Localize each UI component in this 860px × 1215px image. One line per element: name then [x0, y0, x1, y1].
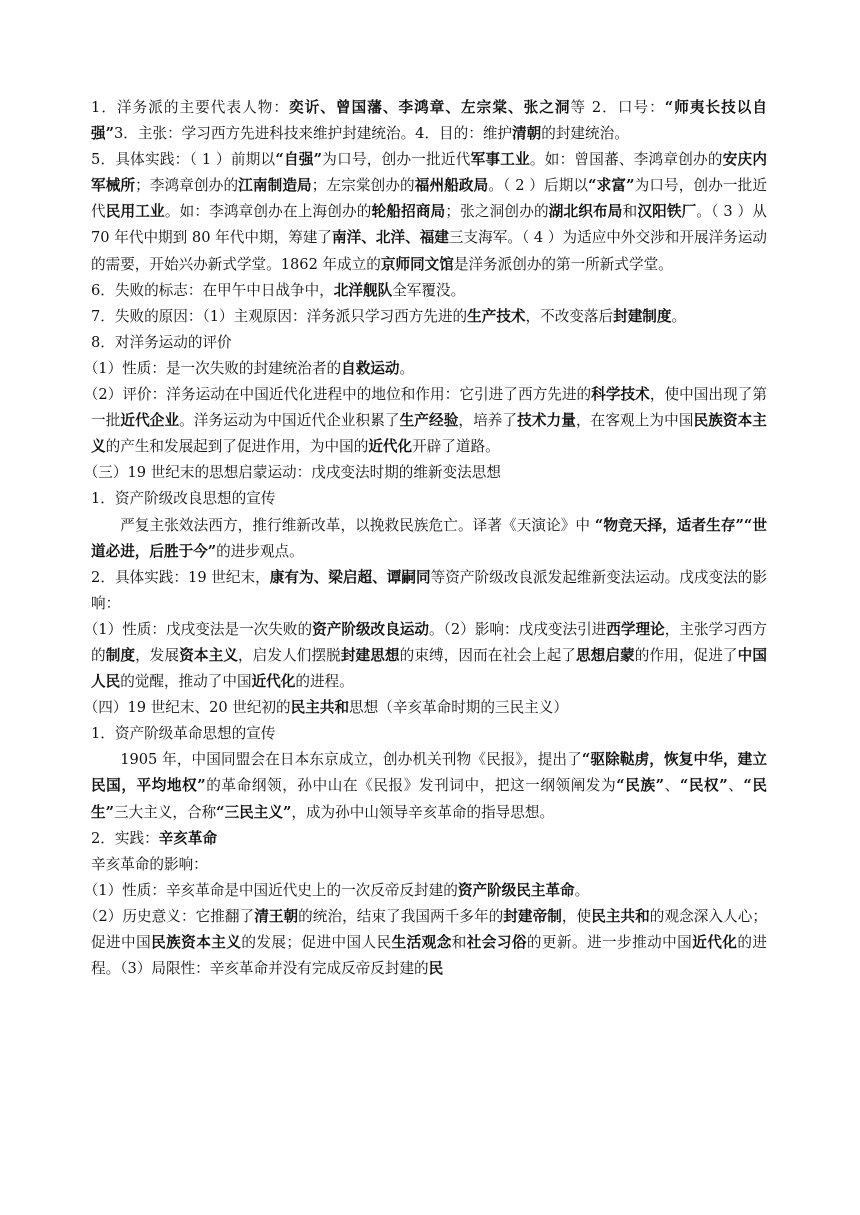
bold-keyword: 轮船招商局 — [371, 203, 446, 221]
text-run: 、 — [727, 777, 744, 795]
text-run: 的发展；促进中国人民 — [241, 934, 392, 951]
text-run: 。（ 2 ）后期以 — [488, 177, 589, 195]
bold-keyword: 技术力量 — [517, 412, 576, 430]
paragraph-17 — [91, 852, 767, 878]
text-run: 的革命纲领，孙中山在《民报》发刊词中，把这一纲领阐发为 — [205, 777, 617, 795]
paragraph-4 — [91, 304, 767, 330]
bold-keyword: 自救运动 — [341, 359, 400, 377]
paragraph-16 — [91, 826, 767, 852]
text-run: （2）历史意义：它推翻了 — [83, 907, 255, 925]
paragraph-14 — [91, 721, 767, 747]
text-run: 。 — [671, 307, 687, 325]
text-run: 的更新。进一步推动中国 — [526, 934, 693, 951]
paragraph-2 — [91, 147, 767, 277]
bold-keyword: 封建思想 — [340, 646, 400, 664]
text-run: 2．具体实践：19 世纪末， — [91, 568, 270, 586]
bold-keyword: 资本主义 — [179, 646, 238, 664]
bold-keyword: 民族资本主义 — [91, 412, 767, 456]
text-run: ；张之洞创办的 — [445, 203, 549, 221]
text-run: 的封建统治。 — [541, 125, 629, 143]
bold-keyword: 江南制造局 — [238, 177, 312, 195]
text-run: 。 — [574, 881, 590, 899]
text-run: （三）19 世纪末的思想启蒙运动：戊戌变法时期的维新变法思想 — [83, 464, 501, 482]
text-run: ，在客观上为中国 — [575, 412, 694, 430]
bold-keyword: 西学理论 — [606, 620, 665, 638]
text-run: 严复主张效法西方，推行维新改革，以挽救民族危亡。译著《天演论》中 — [120, 516, 595, 534]
text-run: 的产生和发展起到了促进作用，为中国的 — [105, 438, 369, 456]
text-run: 和 — [451, 934, 467, 951]
bold-keyword: 安庆内军械所 — [91, 151, 767, 195]
bold-keyword: 中国人民 — [91, 646, 767, 691]
bold-keyword: 科学技术 — [591, 386, 650, 404]
bold-keyword: 民用工业 — [105, 203, 165, 221]
text-run: ，不改变落后 — [525, 307, 614, 325]
bold-keyword: 奕䜣、曾国藩、李鸿章、左宗棠、张之洞 — [289, 99, 571, 116]
text-run: 思想（辛亥革命时期的三民主义） — [349, 699, 568, 717]
text-run: 1．资产阶级革命思想的宣传 — [91, 725, 276, 743]
bold-keyword: 资产阶级改良运动 — [312, 620, 429, 638]
text-run: 等 2．口号： — [570, 99, 665, 116]
text-run: （四）19 世纪末、20 世纪初的 — [83, 699, 291, 717]
text-run: 辛亥革命的影响： — [91, 855, 208, 873]
text-run: 。（2）影响：戊戌变法引进 — [429, 620, 607, 638]
bold-keyword: 京师同文馆 — [380, 255, 454, 273]
text-run: 三大主义，合称 — [114, 803, 217, 821]
bold-keyword: 民主共和 — [591, 907, 650, 925]
bold-keyword: 汉阳铁厂 — [637, 203, 697, 221]
text-run: 。（ 3 ）从 70 年代中期到 80 年代中期，筹建了 — [91, 203, 767, 247]
text-run: ，使 — [561, 907, 592, 925]
bold-keyword: “三民主义” — [216, 803, 292, 821]
paragraph-9 — [91, 486, 767, 512]
text-run: 7．失败的原因：（1）主观原因：洋务派只学习西方先进的 — [91, 307, 468, 325]
text-run: 、 — [664, 777, 680, 795]
text-run: （2）评价：洋务运动在中国近代化进程中的地位和作用：它引进了西方先进的 — [83, 386, 592, 404]
paragraph-10 — [91, 513, 767, 565]
text-run: 。洋务运动为中国近代企业积累了 — [179, 412, 400, 430]
text-run: 是洋务派创办的第一所新式学堂。 — [453, 255, 673, 273]
paragraph-3 — [91, 278, 767, 304]
bold-keyword: “自强” — [275, 151, 323, 169]
bold-keyword: 制度 — [105, 646, 136, 664]
bold-keyword: “驱除鞑虏，恢复中华，建立民国，平均地权” — [91, 751, 767, 795]
text-run: 的统治，结束了我国两千多年的 — [298, 907, 504, 925]
text-run: 1905 年，中国同盟会在日本东京成立，创办机关刊物《民报》，提出了 — [120, 751, 582, 769]
bold-keyword: 近代化 — [692, 934, 738, 951]
text-run: 为口号，创办一批近代 — [91, 177, 767, 221]
text-run: 开辟了道路。 — [412, 438, 500, 456]
bold-keyword: 近代化 — [368, 438, 413, 456]
bold-keyword: “物竞天择，适者生存”“世道必进，后胜于今” — [91, 516, 767, 560]
document-body — [83, 95, 767, 982]
text-run: ；左宗棠创办的 — [311, 177, 415, 195]
text-run: 的觉醒，推动了中国 — [120, 673, 252, 691]
paragraph-6 — [83, 356, 767, 382]
bold-keyword: 生活观念 — [391, 934, 452, 951]
text-run: 为口号，创办一批近代 — [322, 151, 471, 169]
text-run: 1．资产阶级改良思想的宣传 — [91, 490, 276, 508]
bold-keyword: 福州船政局 — [414, 177, 489, 195]
paragraph-7 — [83, 382, 767, 460]
paragraph-5 — [91, 330, 767, 356]
text-run: ，培养了 — [458, 412, 518, 430]
paragraph-18 — [83, 878, 767, 904]
paragraph-19 — [83, 904, 767, 982]
bold-keyword: 生产经验 — [399, 412, 459, 430]
bold-keyword: 辛亥革命 — [158, 829, 218, 847]
bold-keyword: 社会习俗 — [466, 934, 527, 951]
bold-keyword: 民 — [428, 960, 444, 978]
bold-keyword: 近代企业 — [120, 412, 180, 430]
bold-keyword: 康有为、梁启超、谭嗣同 — [269, 568, 431, 586]
bold-keyword: 资产阶级民主革命 — [457, 881, 575, 899]
text-run: 和 — [622, 203, 638, 221]
paragraph-13 — [83, 695, 767, 721]
bold-keyword: 封建帝制 — [503, 907, 562, 925]
text-run: 。如：李鸿章创办在上海创办的 — [164, 203, 372, 221]
bold-keyword: “民权” — [679, 777, 728, 795]
text-run: ，发展 — [135, 646, 180, 664]
text-run: 的进步观点。 — [216, 542, 304, 560]
text-run: 的束缚，因而在社会上起了 — [399, 646, 576, 664]
text-run: 等资产阶级改良派发起维新变法运动。戊戌变法的影响： — [91, 568, 767, 612]
text-run: 三支海军。（ 4 ）为适应中外交涉和开展洋务运动的需要，开始兴办新式学堂。1862 年成立的 — [91, 229, 767, 273]
bold-keyword: “师夷长技以自强” — [91, 99, 767, 143]
text-run: 全军覆没。 — [392, 281, 466, 299]
text-run: （1）性质：辛亥革命是中国近代史上的一次反帝反封建的 — [83, 881, 458, 899]
text-run: 8．对洋务运动的评价 — [91, 333, 232, 351]
text-run: 。 — [399, 359, 415, 377]
bold-keyword: 南洋、北洋、福建 — [332, 229, 449, 247]
bold-keyword: 民主共和 — [290, 699, 350, 717]
bold-keyword: 民族资本主义 — [151, 934, 242, 951]
paragraph-8 — [83, 460, 767, 486]
bold-keyword: 湖北织布局 — [548, 203, 623, 221]
paragraph-15 — [91, 747, 767, 825]
text-run: ；李鸿章创办的 — [135, 177, 239, 195]
bold-keyword: “民生” — [91, 777, 767, 821]
bold-keyword: 清朝 — [512, 125, 542, 143]
paragraph-1 — [91, 95, 767, 147]
text-run: 1．洋务派的主要代表人物： — [91, 99, 290, 116]
text-run: （1）性质：是一次失败的封建统治者的 — [83, 359, 342, 377]
text-run: 的作用，促进了 — [634, 646, 738, 664]
text-run: 的进程。 — [295, 673, 354, 691]
bold-keyword: 生产技术 — [467, 307, 526, 325]
text-run: 的进程。（3）局限性：辛亥革命并没有完成反帝反封建的 — [91, 934, 767, 978]
bold-keyword: 思想启蒙 — [575, 646, 635, 664]
text-run: 。如：曾国蕃、李鸿章创办的 — [529, 151, 723, 169]
text-run: ，使中国出现了第一批 — [91, 386, 767, 430]
bold-keyword: 清王朝 — [254, 907, 299, 925]
text-run: ，成为孙中山领导辛亥革命的指导思想。 — [291, 803, 555, 821]
bold-keyword: 北洋舰队 — [333, 281, 393, 299]
paragraph-11 — [91, 565, 767, 617]
bold-keyword: 军事工业 — [470, 151, 530, 169]
text-run: 6．失败的标志：在甲午中日战争中， — [91, 281, 334, 299]
bold-keyword: “民族” — [616, 777, 665, 795]
bold-keyword: 封建制度 — [613, 307, 672, 325]
text-run: 的观念深入人心；促进中国 — [91, 907, 767, 951]
paragraph-12 — [83, 617, 767, 695]
text-run: ，主张学习西方的 — [91, 620, 767, 664]
text-run: ，启发人们摆脱 — [237, 646, 341, 664]
text-run: （1）性质：戊戌变法是一次失败的 — [83, 620, 313, 638]
bold-keyword: “求富” — [588, 177, 635, 195]
bold-keyword: 近代化 — [251, 673, 296, 691]
text-run: 3．主张：学习西方先进科技来维护封建统治。4．目的：维护 — [114, 125, 513, 143]
text-run: 2．实践： — [91, 829, 159, 847]
text-run: 5．具体实践：（ 1 ）前期以 — [91, 151, 276, 169]
